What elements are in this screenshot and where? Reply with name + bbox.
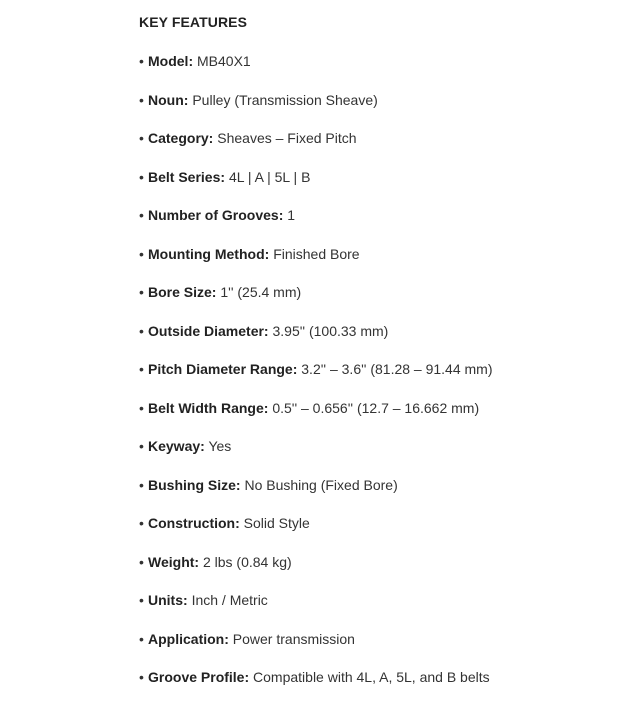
feature-value: Finished Bore bbox=[273, 245, 360, 262]
section-heading: KEY FEATURES bbox=[139, 14, 248, 30]
feature-value: 3.2'' – 3.6'' (81.28 – 91.44 mm) bbox=[301, 361, 493, 377]
bullet-icon: • bbox=[139, 284, 144, 300]
feature-label: Bushing Size: bbox=[148, 476, 241, 493]
feature-value: 4L | A | 5L | B bbox=[228, 168, 311, 185]
feature-item bbox=[139, 359, 629, 379]
feature-item bbox=[139, 667, 629, 687]
bullet-icon: • bbox=[139, 91, 144, 108]
feature-list bbox=[139, 51, 629, 687]
feature-value: Pulley (Transmission Sheave) bbox=[192, 91, 378, 108]
feature-item bbox=[139, 590, 629, 610]
feature-label: Mounting Method: bbox=[148, 245, 270, 262]
feature-item bbox=[139, 321, 629, 341]
feature-item bbox=[139, 475, 629, 495]
feature-value: 3.95'' (100.33 mm) bbox=[272, 322, 389, 339]
feature-value: No Bushing (Fixed Bore) bbox=[244, 476, 398, 493]
feature-label: Groove Profile: bbox=[148, 669, 250, 685]
feature-label: Pitch Diameter Range: bbox=[148, 361, 298, 377]
feature-item bbox=[139, 629, 629, 649]
bullet-icon: • bbox=[139, 53, 144, 69]
feature-label: Category: bbox=[148, 130, 214, 146]
bullet-icon: • bbox=[139, 476, 144, 493]
bullet-icon: • bbox=[139, 515, 144, 531]
feature-value: Compatible with 4L, A, 5L, and B belts bbox=[253, 669, 490, 685]
feature-label: Number of Grooves: bbox=[148, 207, 284, 223]
bullet-icon: • bbox=[139, 245, 144, 262]
feature-label: Belt Width Range: bbox=[148, 399, 269, 416]
feature-value: 1 bbox=[287, 207, 296, 223]
bullet-icon: • bbox=[139, 399, 144, 416]
feature-label: Construction: bbox=[148, 515, 240, 531]
feature-item bbox=[139, 244, 629, 264]
feature-value: Sheaves – Fixed Pitch bbox=[217, 130, 357, 146]
feature-item bbox=[139, 398, 629, 418]
feature-label: Keyway: bbox=[148, 438, 205, 454]
feature-value: MB40X1 bbox=[197, 53, 251, 69]
feature-value: Yes bbox=[208, 438, 232, 454]
bullet-icon: • bbox=[139, 438, 144, 454]
feature-item bbox=[139, 552, 629, 572]
bullet-icon: • bbox=[139, 361, 144, 377]
feature-label: Application: bbox=[148, 630, 229, 647]
bullet-icon: • bbox=[139, 553, 144, 570]
bullet-icon: • bbox=[139, 322, 144, 339]
feature-item bbox=[139, 167, 629, 187]
feature-value: 0.5'' – 0.656'' (12.7 – 16.662 mm) bbox=[272, 399, 480, 416]
feature-label: Weight: bbox=[148, 553, 200, 570]
key-features-section bbox=[139, 12, 629, 706]
bullet-icon: • bbox=[139, 168, 144, 185]
feature-label: Noun: bbox=[148, 91, 189, 108]
bullet-icon: • bbox=[139, 130, 144, 146]
feature-value: Power transmission bbox=[232, 630, 355, 647]
feature-item bbox=[139, 513, 629, 533]
bullet-icon: • bbox=[139, 630, 144, 647]
feature-value: 1'' (25.4 mm) bbox=[220, 284, 302, 300]
feature-label: Units: bbox=[148, 592, 188, 608]
feature-item bbox=[139, 205, 629, 225]
feature-label: Belt Series: bbox=[148, 168, 226, 185]
feature-label: Outside Diameter: bbox=[148, 322, 269, 339]
feature-value: Solid Style bbox=[243, 515, 310, 531]
bullet-icon: • bbox=[139, 207, 144, 223]
feature-label: Bore Size: bbox=[148, 284, 217, 300]
feature-item bbox=[139, 51, 629, 71]
bullet-icon: • bbox=[139, 669, 144, 685]
feature-value: 2 lbs (0.84 kg) bbox=[202, 553, 292, 570]
feature-item bbox=[139, 282, 629, 302]
feature-item bbox=[139, 436, 629, 456]
feature-item bbox=[139, 90, 629, 110]
feature-item bbox=[139, 128, 629, 148]
bullet-icon: • bbox=[139, 592, 144, 608]
feature-value: Inch / Metric bbox=[191, 592, 268, 608]
feature-label: Model: bbox=[148, 53, 194, 69]
